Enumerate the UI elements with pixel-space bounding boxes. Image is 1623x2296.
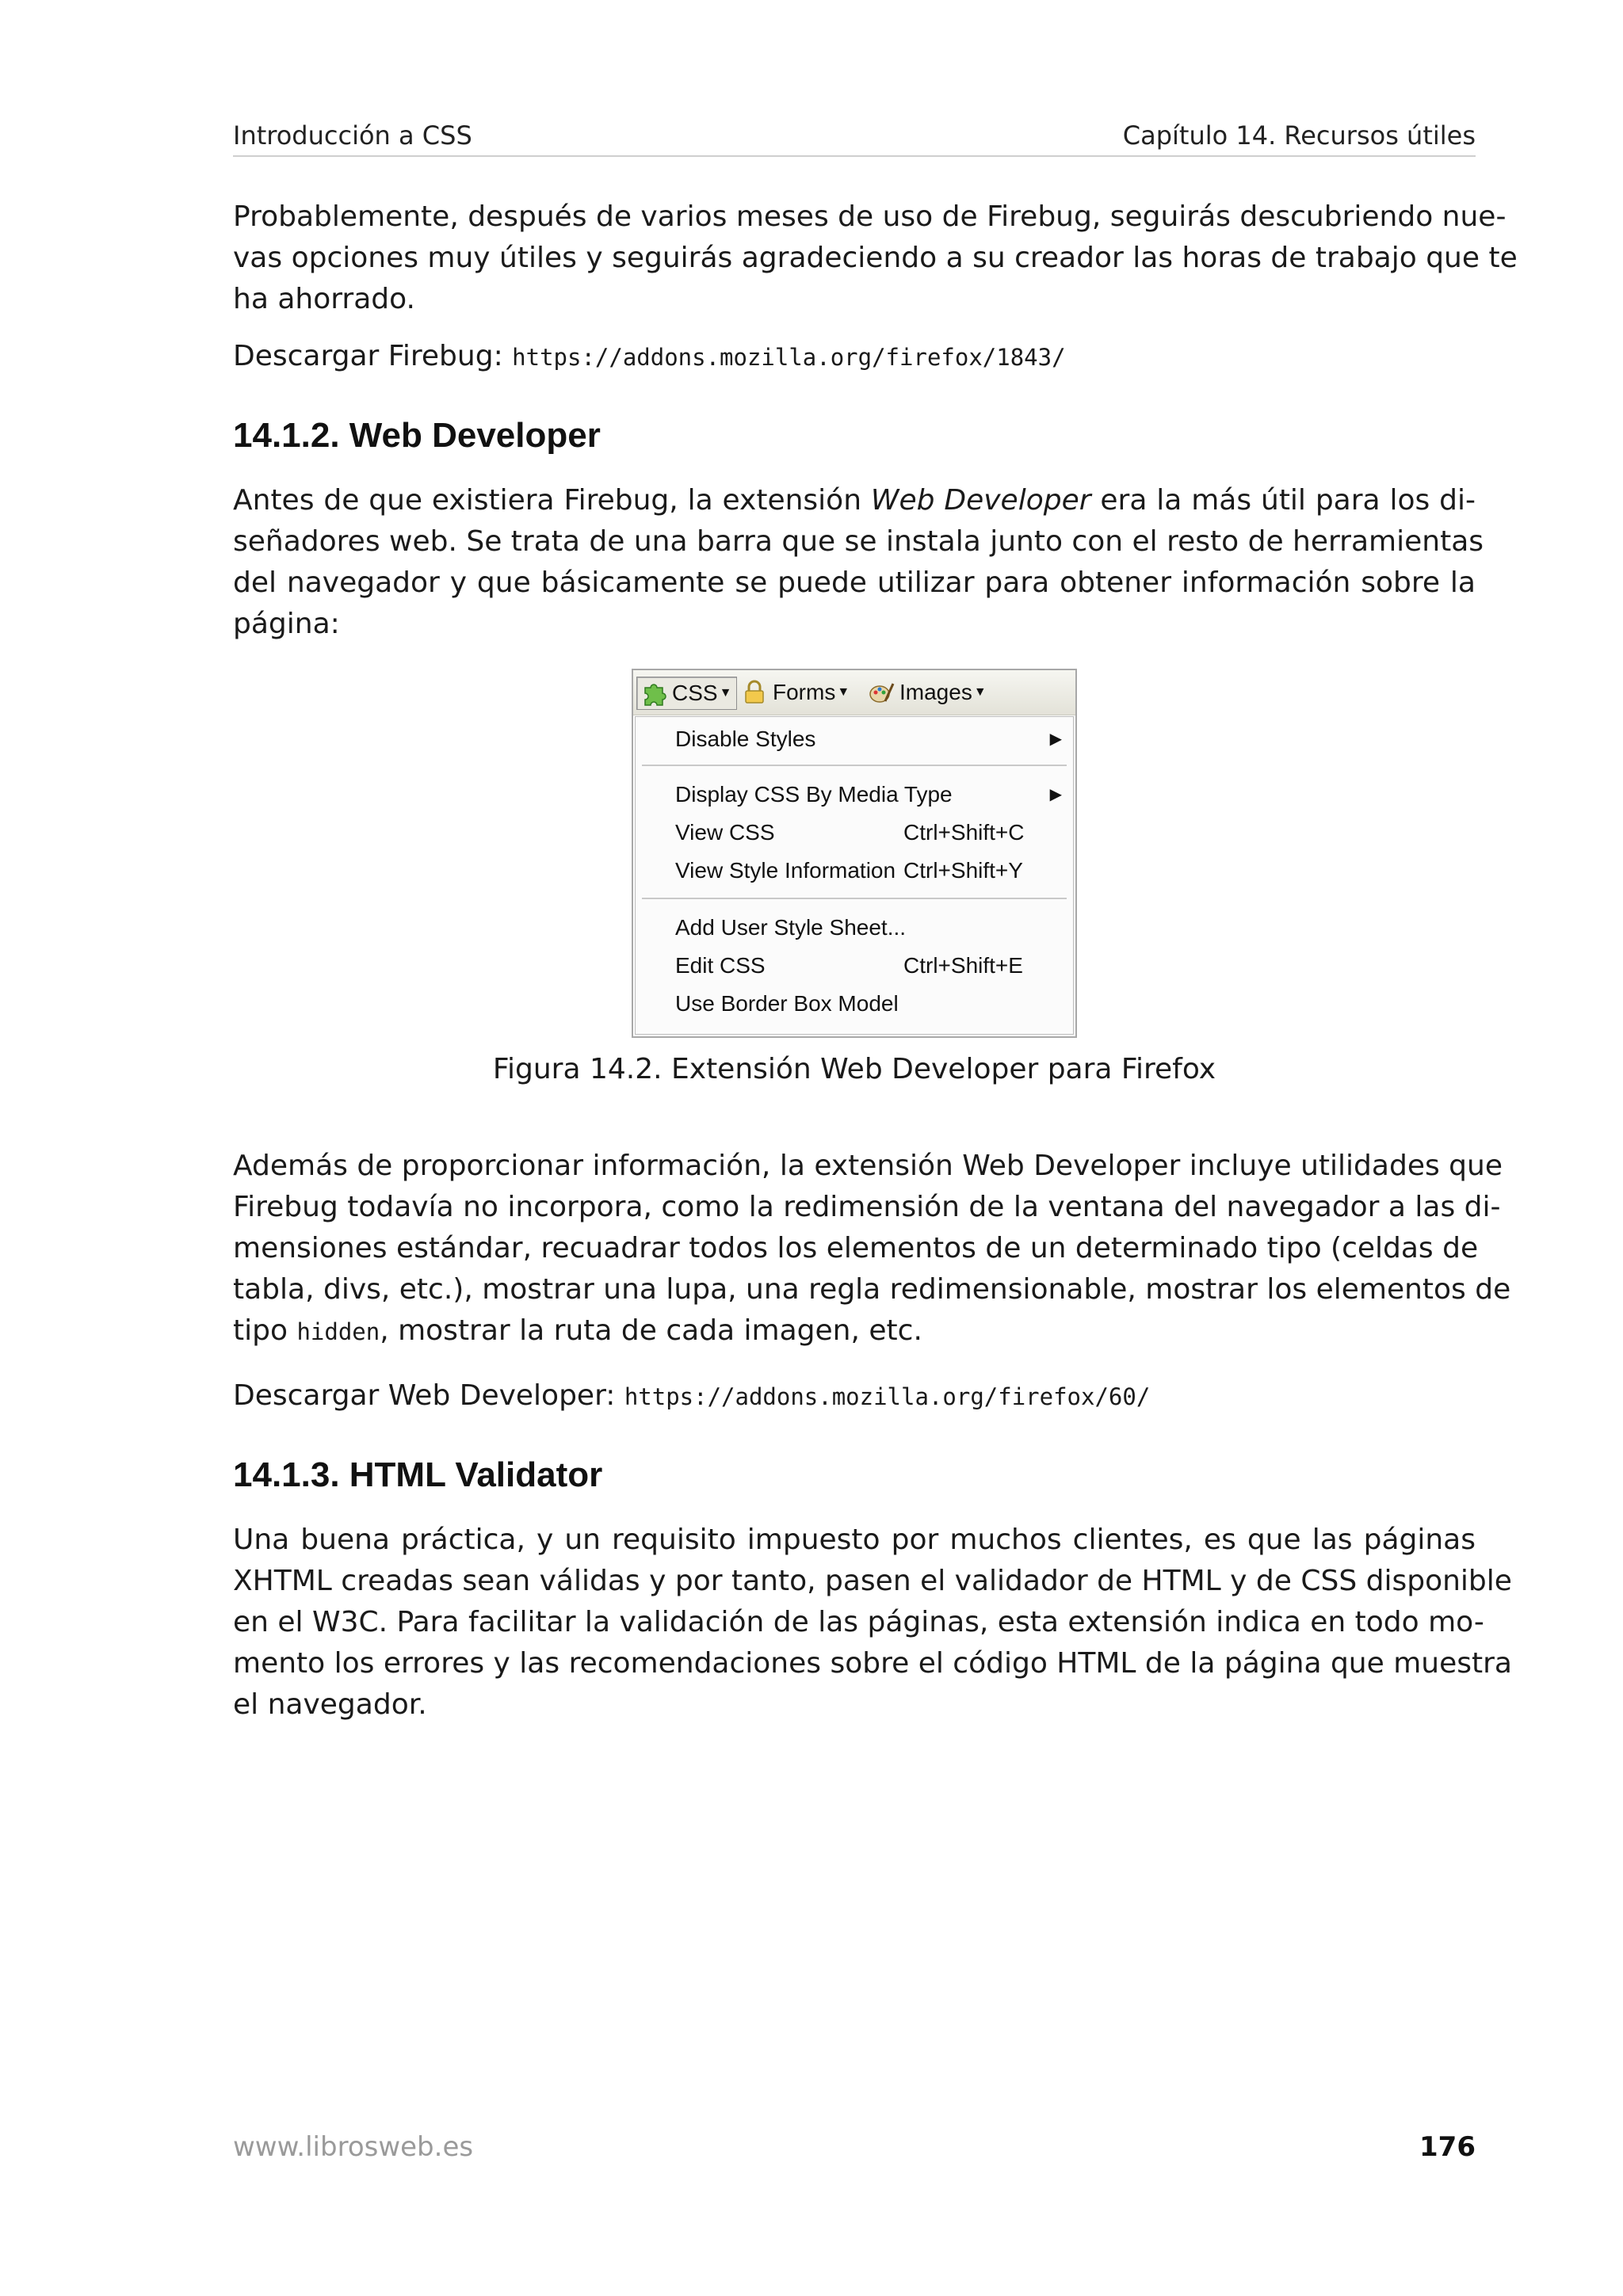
dropdown-caret-icon: ▼: [719, 686, 732, 700]
toolbar-images-button[interactable]: [868, 677, 987, 708]
web-developer-download: [233, 1375, 1476, 1417]
figure-caption: Figura 14.2. Extensión Web Developer para Firefox: [492, 1053, 1216, 1085]
menu-item-label: View CSS: [675, 820, 775, 845]
paragraph-line: [233, 1310, 1476, 1352]
html-validator-paragraph: [233, 1520, 1512, 1726]
web-developer-download-label: Descargar Web Developer:: [233, 1379, 624, 1412]
menu-separator: [642, 898, 1067, 899]
web-developer-download-link[interactable]: https://addons.mozilla.org/firefox/60/: [624, 1383, 1151, 1410]
header-book-title: Introducción a CSS: [233, 120, 472, 151]
submenu-arrow-icon: ▶: [1049, 786, 1062, 803]
paragraph-line: ha ahorrado.: [233, 283, 415, 315]
menu-item-edit-css[interactable]: [675, 950, 1041, 982]
paragraph-line: XHTML creadas sean válidas y por tanto, pasen el validador de HTML y de CSS disponible: [233, 1565, 1512, 1597]
web-developer-features-paragraph: [233, 1146, 1511, 1352]
header-chapter-title: Capítulo 14. Recursos útiles: [1122, 120, 1476, 151]
menu-item-disable-styles[interactable]: [675, 723, 1062, 755]
paragraph-line: el navegador.: [233, 1688, 427, 1721]
paragraph-line: página:: [233, 608, 340, 640]
paint-icon: [868, 679, 895, 706]
web-developer-italic: Web Developer: [870, 484, 1091, 517]
web-developer-screenshot: [632, 669, 1077, 1038]
menu-item-label: Disable Styles: [675, 727, 816, 751]
page-header: [233, 119, 1476, 157]
section-heading-html-validator: 14.1.3. HTML Validator: [233, 1455, 603, 1494]
puzzle-icon: [640, 680, 667, 707]
css-dropdown-menu: [635, 716, 1074, 1035]
padlock-icon: [741, 679, 768, 706]
menu-item-view-style-information[interactable]: [675, 855, 1041, 887]
menu-separator: [642, 765, 1067, 766]
footer-site: www.librosweb.es: [233, 2131, 474, 2163]
paragraph-line: vas opciones muy útiles y seguirás agradeciendo a su creador las horas de trabajo que te: [233, 242, 1518, 274]
menu-item-label: View Style Information: [675, 858, 896, 883]
paragraph-line: del navegador y que básicamente se puede utilizar para obtener información sobre la: [233, 566, 1476, 599]
firebug-download: [233, 336, 1476, 378]
dropdown-caret-icon: ▼: [973, 685, 987, 699]
menu-item-add-user-style-sheet[interactable]: [675, 912, 1041, 944]
intro-paragraph: [233, 196, 1518, 320]
toolbar-images-label: Images: [899, 680, 972, 704]
menu-item-shortcut: Ctrl+Shift+E: [903, 953, 1023, 978]
text-run: tipo: [233, 1314, 297, 1347]
menu-item-display-css-by-media-type[interactable]: [675, 779, 1062, 810]
paragraph-line: mento los errores y las recomendaciones sobre el código HTML de la página que muestra: [233, 1647, 1512, 1680]
dropdown-caret-icon: ▼: [837, 685, 850, 699]
web-developer-toolbar: [633, 670, 1075, 715]
paragraph-line: Probablemente, después de varios meses de uso de Firebug, seguirás descubriendo nue-: [233, 200, 1507, 233]
toolbar-forms-button[interactable]: [741, 677, 850, 708]
menu-item-label: Edit CSS: [675, 953, 766, 978]
menu-item-label: Display CSS By Media Type: [675, 782, 953, 807]
paragraph-line: Una buena práctica, y un requisito impuesto por muchos clientes, es que las páginas: [233, 1524, 1476, 1556]
paragraph-line: en el W3C. Para facilitar la validación de las páginas, esta extensión indica en todo mo-: [233, 1606, 1484, 1638]
menu-item-view-css[interactable]: [675, 817, 1041, 849]
menu-item-label: Use Border Box Model: [675, 991, 899, 1016]
toolbar-css-label: CSS: [672, 681, 718, 705]
menu-item-use-border-box-model[interactable]: [675, 988, 1041, 1020]
toolbar-css-button[interactable]: [636, 677, 737, 710]
paragraph-line: mensiones estándar, recuadrar todos los elementos de un determinado tipo (celdas de: [233, 1232, 1479, 1264]
menu-item-shortcut: Ctrl+Shift+C: [903, 820, 1025, 845]
inline-code-hidden: hidden: [296, 1318, 380, 1345]
web-developer-intro-paragraph: [233, 480, 1484, 645]
paragraph-line: [233, 480, 1476, 521]
menu-item-shortcut: Ctrl+Shift+Y: [903, 858, 1023, 883]
section-heading-web-developer: 14.1.2. Web Developer: [233, 416, 601, 455]
menu-item-label: Add User Style Sheet...: [675, 915, 907, 940]
paragraph-line: tabla, divs, etc.), mostrar una lupa, una regla redimensionable, mostrar los elementos de: [233, 1273, 1511, 1306]
firebug-download-link[interactable]: https://addons.mozilla.org/firefox/1843/: [512, 344, 1066, 371]
page-number: 176: [1419, 2131, 1476, 2163]
text-run: Antes de que existiera Firebug, la extensión: [233, 484, 871, 517]
paragraph-line: Firebug todavía no incorpora, como la redimensión de la ventana del navegador a las di-: [233, 1191, 1501, 1223]
firebug-download-label: Descargar Firebug:: [233, 340, 513, 372]
submenu-arrow-icon: ▶: [1049, 730, 1062, 748]
paragraph-line: Además de proporcionar información, la extensión Web Developer incluye utilidades que: [233, 1150, 1503, 1182]
toolbar-forms-label: Forms: [773, 680, 836, 704]
text-run: , mostrar la ruta de cada imagen, etc.: [380, 1314, 922, 1347]
paragraph-line: señadores web. Se trata de una barra que se instala junto con el resto de herramientas: [233, 525, 1484, 558]
text-run: era la más útil para los di-: [1090, 484, 1476, 517]
